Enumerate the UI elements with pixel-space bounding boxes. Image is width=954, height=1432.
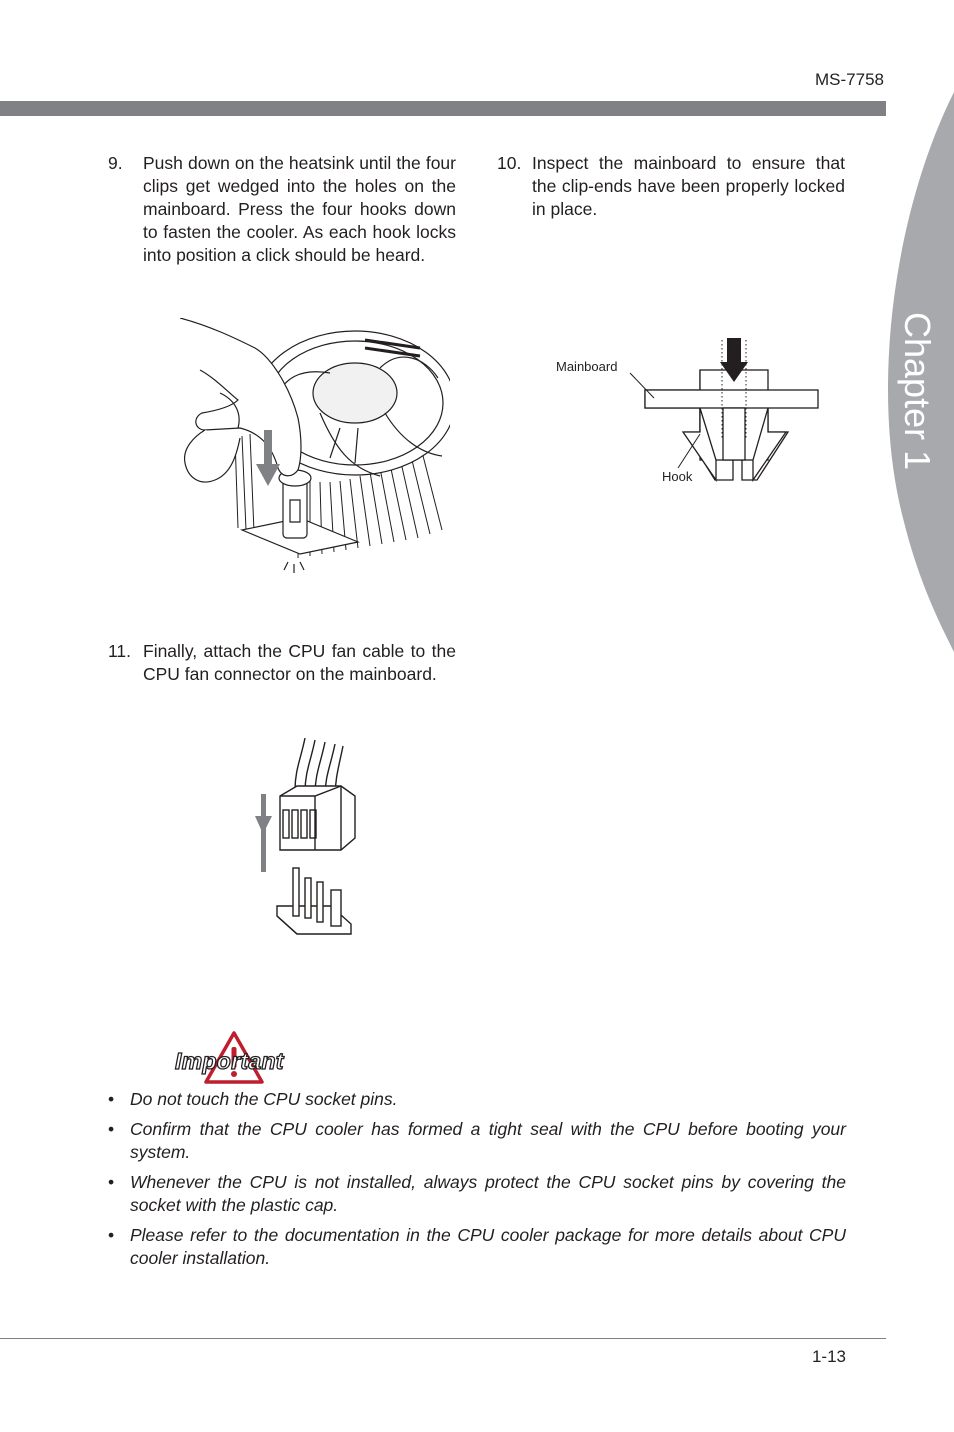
step-text: Finally, attach the CPU fan cable to the CPU fan connector on the mainboard. (143, 641, 456, 684)
step-10 (497, 152, 845, 221)
hook-lock-diagram (550, 330, 830, 490)
bullet: • (108, 1172, 115, 1192)
header-bar (0, 101, 886, 116)
important-title: Important (175, 1048, 284, 1074)
hook-label: Hook (662, 469, 693, 484)
chapter-label: Chapter 1 (897, 312, 938, 471)
step-text: Inspect the mainboard to ensure that the clip-ends have been properly locked in place. (532, 153, 845, 219)
important-notes (108, 1088, 846, 1277)
model-number: MS-7758 (815, 70, 884, 89)
note-item: • Confirm that the CPU cooler has formed a tight seal with the CPU before booting your system. (108, 1119, 846, 1162)
note-item: • Whenever the CPU is not installed, always protect the CPU socket pins by covering the socket with the plastic cap. (108, 1172, 846, 1215)
footer-rule (0, 1338, 886, 1339)
step-number: 10. (497, 153, 522, 173)
bullet: • (108, 1119, 115, 1139)
bullet: • (108, 1089, 115, 1109)
bullet: • (108, 1225, 115, 1245)
note-item: • Please refer to the documentation in the CPU cooler package for more details about CPU cooler installation. (108, 1225, 846, 1268)
step-number: 9. (108, 153, 123, 173)
step-number: 11. (108, 641, 132, 661)
note-item: • Do not touch the CPU socket pins. (108, 1089, 398, 1109)
step-text: Push down on the heatsink until the four clips get wedged into the holes on the mainboard. Press the four hooks down to fasten the cooler. As each hook locks into position a click should be heard. (143, 153, 456, 265)
mainboard-label: Mainboard (556, 359, 618, 374)
page-number: 1-13 (811, 1347, 846, 1366)
step-11 (108, 640, 456, 686)
heatsink-press-illustration (180, 318, 450, 580)
step-9 (108, 152, 456, 267)
fan-connector-diagram (255, 738, 365, 948)
